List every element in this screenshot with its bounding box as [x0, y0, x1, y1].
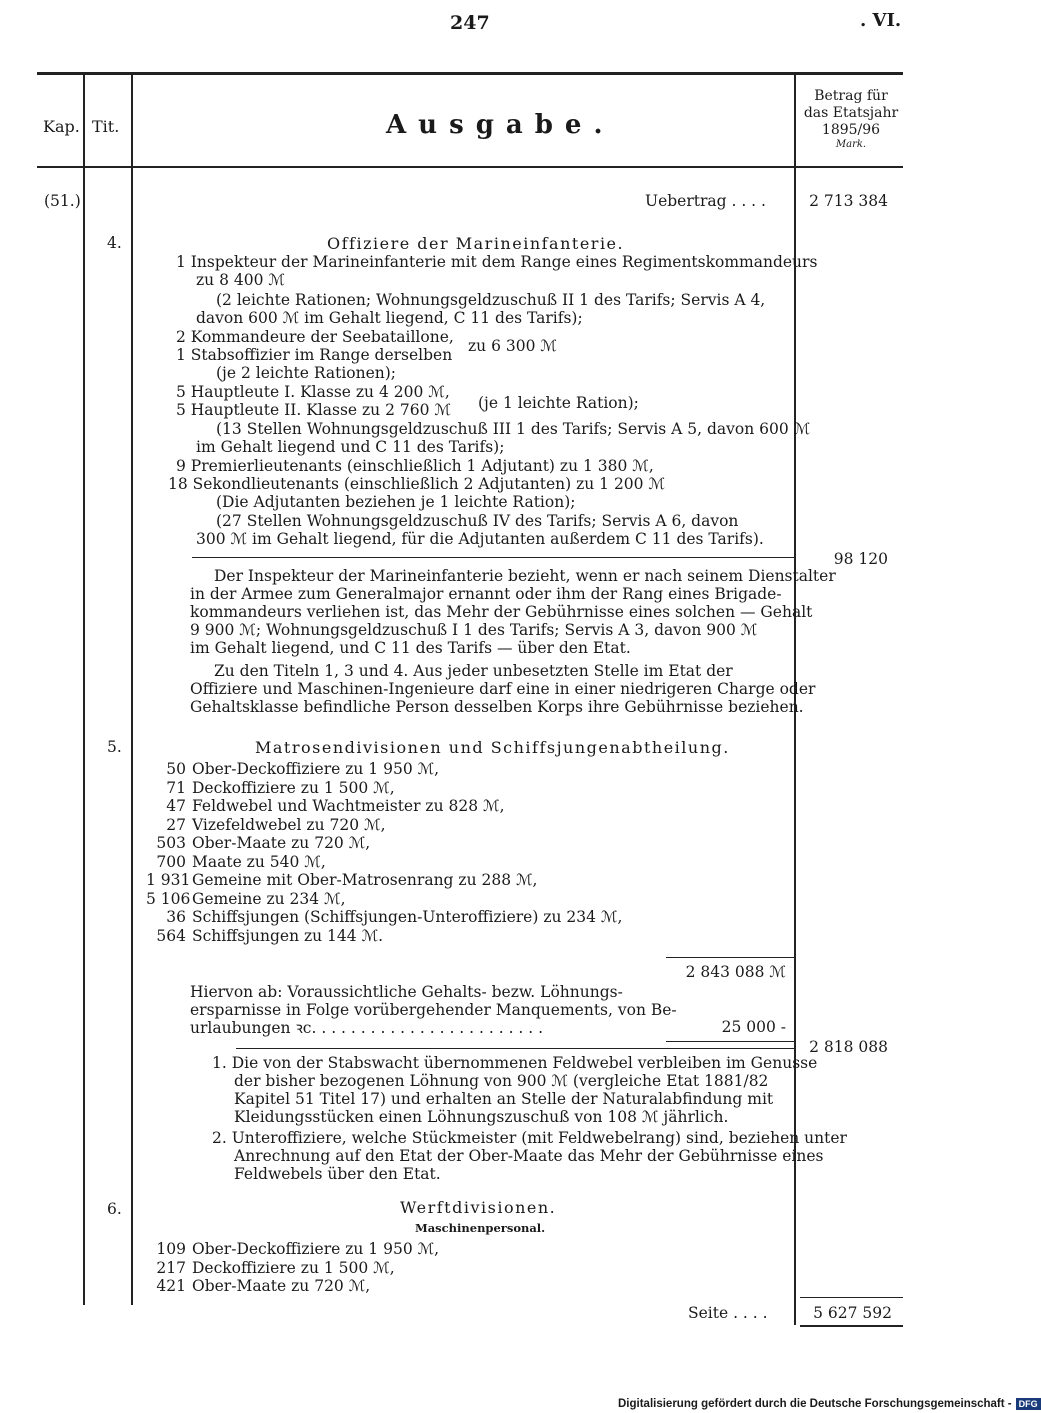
tit-number: 4. — [107, 234, 122, 252]
page-mark: . VI. — [860, 10, 902, 31]
section-note — [190, 567, 836, 727]
carry-kap: (51.) — [44, 192, 81, 210]
note-rule — [236, 1048, 794, 1049]
text-line: (27 Stellen Wohnungsgeldzuschuß IV des Tarifs; Servis A 6, davon — [216, 512, 739, 530]
section-amount: 98 120 — [833, 550, 888, 568]
item-text: Deckoffiziere zu 1 500 ℳ, — [192, 1258, 395, 1277]
note-line: Der Inspekteur der Marineinfanterie bezieht, wenn er nach seinem Dienstalter — [214, 567, 836, 585]
list-item — [146, 871, 786, 890]
text-line: (Die Adjutanten beziehen je 1 leichte Ration); — [216, 493, 576, 511]
dfg-logo: DFG — [1016, 1398, 1041, 1410]
note-line: Offiziere und Maschinen-Ingenieure darf eine in einer niedrigeren Charge oder — [190, 680, 816, 698]
amount-header-line: das Etatsjahr — [803, 105, 899, 121]
note-line: 2. Unteroffiziere, welche Stückmeister (mit Feldwebelrang) sind, beziehen unter — [212, 1129, 847, 1147]
deduction-line: urlaubungen ꝛc. . . . . . . . . . . . . . . . . . . . . . . . — [190, 1019, 544, 1037]
list-item — [146, 1277, 786, 1296]
top-rule — [37, 72, 903, 75]
note-line: 9 900 ℳ; Wohnungsgeldzuschuß I 1 des Tarifs; Servis A 3, davon 900 ℳ — [190, 621, 758, 639]
amount-header-line: 1895/96 — [821, 122, 881, 138]
credit-text: Digitalisierung gefördert durch die Deutsche Forschungsgemeinschaft - — [618, 1398, 1012, 1410]
list-item — [146, 908, 786, 927]
text-line: (je 2 leichte Rationen); — [216, 364, 397, 382]
note-line: Gehaltsklasse befindliche Person desselben Korps ihre Gebührnisse beziehen. — [190, 698, 804, 716]
text-line: 1 Stabsoffizier im Range derselben — [176, 346, 453, 364]
text-line: im Gehalt liegend und C 11 des Tarifs); — [196, 438, 505, 456]
amount-header-line: Betrag für — [814, 88, 888, 104]
subtotal-rule — [666, 957, 794, 958]
list-item — [146, 834, 786, 853]
section-amount: 2 818 088 — [809, 1038, 888, 1056]
item-text: Ober-Maate zu 720 ℳ, — [192, 1277, 371, 1295]
subtotal-amount: 2 843 088 ℳ — [685, 963, 786, 981]
item-text: Vizefeldwebel zu 720 ℳ, — [192, 815, 386, 834]
item-count: 421 — [156, 1277, 186, 1295]
subtotal-rule — [192, 557, 794, 558]
text-line: 1 Inspekteur der Marineinfanterie mit dem Range eines Regimentskommandeurs — [176, 253, 818, 271]
total-rule-bottom — [800, 1325, 903, 1327]
header-bottom-rule — [37, 166, 903, 168]
list-item — [146, 779, 786, 798]
deduction-text — [190, 983, 690, 1043]
amount-header — [796, 88, 906, 150]
page-total-label: Seite . . . . — [688, 1304, 768, 1322]
digitization-credit — [618, 1398, 1041, 1410]
note-line: Feldwebels über den Etat. — [234, 1165, 441, 1183]
tit-header: Tit. — [92, 117, 120, 136]
deduction-amount: 25 000 - — [721, 1018, 786, 1036]
item-count: 50 — [166, 760, 186, 778]
text-line: (13 Stellen Wohnungsgeldzuschuß III 1 des Tarifs; Servis A 5, davon 600 ℳ — [216, 420, 811, 438]
item-text: Gemeine mit Ober-Matrosenrang zu 288 ℳ, — [192, 871, 538, 889]
list-item — [146, 927, 786, 946]
item-count: 5 106 — [146, 889, 191, 908]
item-text: Ober-Maate zu 720 ℳ, — [192, 834, 371, 852]
list-item — [146, 1240, 786, 1259]
tit-number: 6. — [107, 1200, 122, 1218]
section-note — [212, 1054, 847, 1189]
page-number: 247 — [450, 12, 490, 34]
carry-amount: 2 713 384 — [809, 192, 888, 210]
item-count: 36 — [166, 908, 186, 926]
section-lines — [140, 253, 818, 563]
list-item — [146, 816, 786, 835]
item-list — [146, 1240, 786, 1296]
section-subheading: Maschinenpersonal. — [415, 1221, 546, 1235]
page-total-amount: 5 627 592 — [813, 1304, 892, 1322]
text-line: davon 600 ℳ im Gehalt liegend, C 11 des Tarifs); — [196, 309, 583, 327]
note-line: der bisher bezogenen Löhnung von 900 ℳ (vergleiche Etat 1881/82 — [234, 1072, 769, 1090]
tit-col-rule — [131, 75, 133, 1305]
text-line: (2 leichte Rationen; Wohnungsgeldzuschuß II 1 des Tarifs; Servis A 4, — [216, 291, 766, 309]
section-heading: Offiziere der Marineinfanterie. — [327, 234, 625, 253]
carry-label: Uebertrag . . . . — [645, 192, 766, 210]
list-item — [146, 890, 786, 909]
item-text: Deckoffiziere zu 1 500 ℳ, — [192, 778, 395, 797]
text-line: 9 Premierlieutenants (einschließlich 1 Adjutant) zu 1 380 ℳ, — [176, 457, 654, 475]
note-line: Zu den Titeln 1, 3 und 4. Aus jeder unbesetzten Stelle im Etat der — [214, 662, 733, 680]
note-line: Kapitel 51 Titel 17) und erhalten an Stelle der Naturalabfindung mit — [234, 1090, 774, 1108]
subtotal-rule — [666, 1041, 794, 1042]
note-line: in der Armee zum Generalmajor ernannt oder ihm der Rang eines Brigade- — [190, 585, 782, 603]
total-rule-top — [800, 1297, 903, 1298]
text-line: 2 Kommandeure der Seebataillone, — [176, 328, 454, 346]
item-count: 109 — [156, 1240, 186, 1258]
item-text: Maate zu 540 ℳ, — [192, 852, 326, 871]
list-item — [146, 1259, 786, 1278]
item-count: 564 — [156, 926, 186, 945]
item-count: 217 — [156, 1258, 186, 1277]
note-line: 1. Die von der Stabswacht übernommenen Feldwebel verbleiben im Genusse — [212, 1054, 818, 1072]
item-count: 27 — [166, 815, 186, 834]
note-line: im Gehalt liegend, und C 11 des Tarifs — über den Etat. — [190, 639, 631, 657]
text-line: 5 Hauptleute I. Klasse zu 4 200 ℳ, — [176, 383, 450, 401]
list-item — [146, 853, 786, 872]
list-item — [146, 760, 786, 779]
kap-col-rule — [83, 75, 85, 1305]
item-count: 700 — [156, 852, 186, 871]
item-count: 71 — [166, 778, 186, 797]
item-text: Ober-Deckoffiziere zu 1 950 ℳ, — [192, 1240, 440, 1258]
text-line: 300 ℳ im Gehalt liegend, für die Adjutanten außerdem C 11 des Tarifs). — [196, 530, 764, 548]
text-line: 18 Sekondlieutenants (einschließlich 2 Adjutanten) zu 1 200 ℳ — [168, 475, 666, 493]
text-line: 5 Hauptleute II. Klasse zu 2 760 ℳ — [176, 401, 451, 419]
section-heading: Werftdivisionen. — [400, 1198, 557, 1217]
item-text: Feldwebel und Wachtmeister zu 828 ℳ, — [192, 797, 505, 815]
item-text: Schiffsjungen (Schiffsjungen-Unteroffiziere) zu 234 ℳ, — [192, 908, 623, 926]
text-line: zu 8 400 ℳ — [196, 271, 285, 289]
text-line: (je 1 leichte Ration); — [478, 394, 639, 412]
item-list — [146, 760, 786, 945]
list-item — [146, 797, 786, 816]
text-line: zu 6 300 ℳ — [468, 337, 557, 355]
table-title: Ausgabe. — [386, 110, 615, 140]
section-heading: Matrosendivisionen und Schiffsjungenabtheilung. — [255, 738, 730, 757]
note-line: kommandeurs verliehen ist, das Mehr der Gebührnisse eines solchen — Gehalt — [190, 603, 813, 621]
item-count: 1 931 — [146, 871, 191, 889]
kap-header: Kap. — [43, 117, 80, 136]
deduction-line: Hiervon ab: Voraussichtliche Gehalts- bezw. Löhnungs- — [190, 983, 623, 1001]
item-text: Ober-Deckoffiziere zu 1 950 ℳ, — [192, 760, 440, 778]
item-count: 47 — [166, 797, 186, 815]
note-line: Kleidungsstücken einen Löhnungszuschuß von 108 ℳ jährlich. — [234, 1108, 729, 1126]
note-line: Anrechnung auf den Etat der Ober-Maate das Mehr der Gebührnisse eines — [234, 1147, 824, 1165]
deduction-line: ersparnisse in Folge vorübergehender Manquements, von Be- — [190, 1001, 677, 1019]
tit-number: 5. — [107, 738, 122, 756]
amount-unit: Mark. — [835, 139, 867, 150]
item-count: 503 — [156, 834, 186, 852]
item-text: Gemeine zu 234 ℳ, — [192, 889, 346, 908]
item-text: Schiffsjungen zu 144 ℳ. — [192, 926, 384, 945]
